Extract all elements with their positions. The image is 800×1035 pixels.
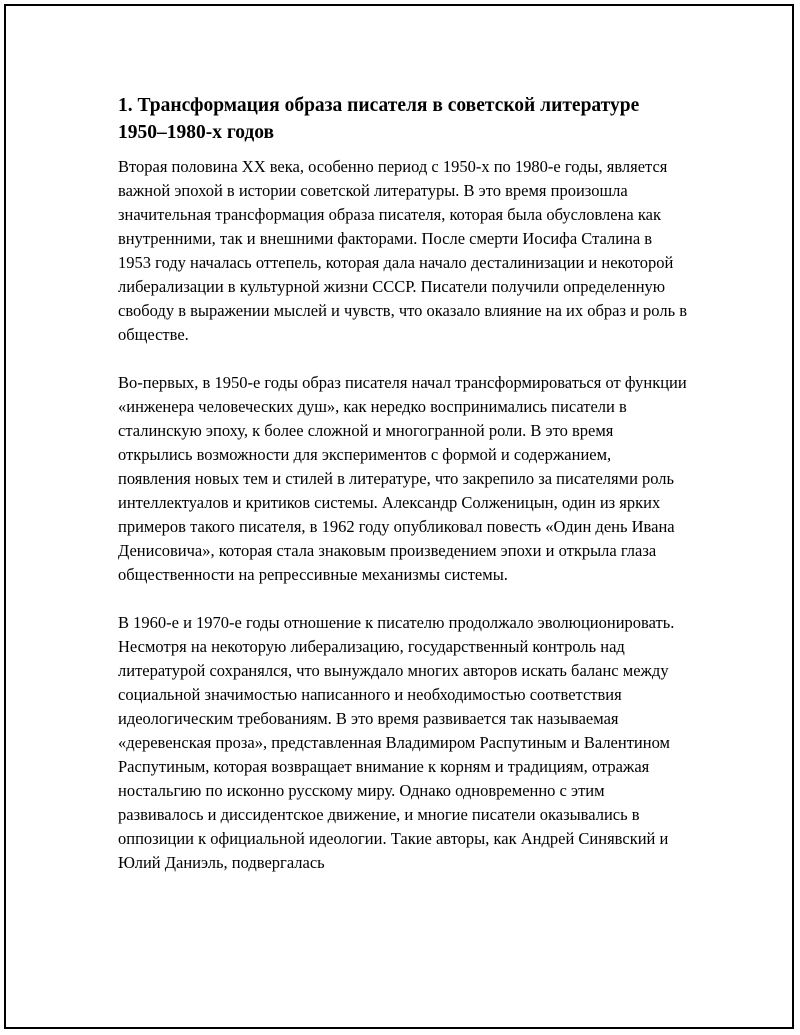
document-body [118,92,688,899]
section-heading: 1. Трансформация образа писателя в советской литературе 1950–1980-х годов [118,95,640,143]
paragraph-1: Вторая половина XX века, особенно период с 1950-х по 1980-е годы, является важной эпохой в истории советской литературы. В это время произошла значительная трансформация образа писателя, которая была обусловлена как внутренними, так и внешними факторами. После смерти Иосифа Сталина в 1953 году началась оттепель, которая дала начало десталинизации и некоторой либерализации в культурной жизни СССР. Писатели получили определенную свободу в выражении мыслей и чувств, что оказало влияние на их образ и роль в обществе. [118,157,688,344]
paragraph-2: Во-первых, в 1950-е годы образ писателя начал трансформироваться от функции «инженера человеческих душ», как нередко воспринимались писатели в сталинскую эпоху, к более сложной и многогранной роли. В это время открылись возможности для экспериментов с формой и содержанием, появления новых тем и стилей в литературе, что закрепило за писателями роль интеллектуалов и критиков системы. Александр Солженицын, один из ярких примеров такого писателя, в 1962 году опубликовал повесть «Один день Ивана Денисовича», которая стала знаковым произведением эпохи и открыла глаза общественности на репрессивные механизмы системы. [118,373,687,584]
paragraph-3: В 1960-е и 1970-е годы отношение к писателю продолжало эволюционировать. Несмотря на некоторую либерализацию, государственный контроль над литературой сохранялся, что вынуждало многих авторов искать баланс между социальной значимостью написанного и необходимостью соответствия идеологическим требованиям. В это время развивается так называемая «деревенская проза», представленная Владимиром Распутиным и Валентином Распутиным, которая возвращает внимание к корням и традициям, отражая ностальгию по исконно русскому миру. Однако одновременно с этим развивалось и диссидентское движение, и многие писатели оказывались в оппозиции к официальной идеологии. Такие авторы, как Андрей Синявский и Юлий Даниэль, подвергалась [118,613,675,872]
